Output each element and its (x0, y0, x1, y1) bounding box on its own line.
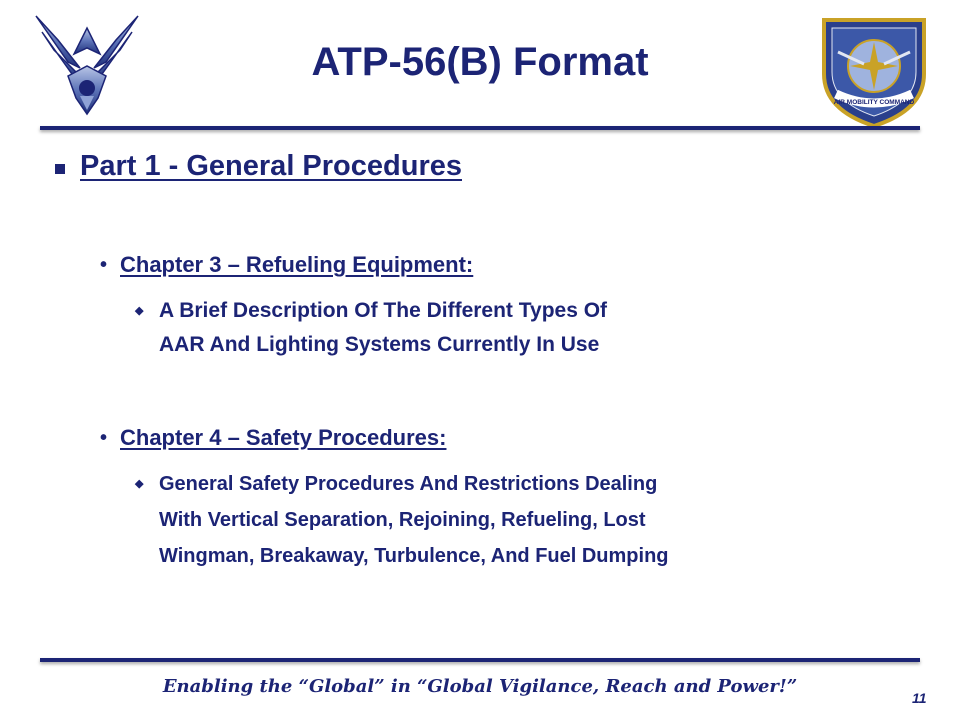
chapter-heading: Chapter 3 – Refueling Equipment: (120, 252, 474, 277)
diamond-bullet-icon: ◆ (135, 478, 144, 490)
square-bullet-icon (55, 164, 65, 174)
emblem-text: AIR MOBILITY COMMAND (833, 99, 915, 106)
air-mobility-command-emblem-icon (818, 12, 930, 130)
dot-bullet-icon: • (100, 254, 108, 276)
page-title: ATP-56(B) Format (311, 40, 649, 84)
dot-bullet-icon: • (100, 427, 108, 449)
footer-slogan: Enabling the “Global” in “Global Vigilance, Reach and Power!” (162, 676, 798, 697)
detail-line: A Brief Description Of The Different Types Of (159, 299, 608, 322)
detail-line: AAR And Lighting Systems Currently In Use (159, 333, 600, 356)
part-heading: Part 1 - General Procedures (80, 150, 462, 182)
page-number: 11 (912, 690, 927, 706)
header-divider (40, 126, 920, 130)
diamond-bullet-icon: ◆ (135, 305, 144, 317)
footer-divider (40, 658, 920, 662)
detail-line: General Safety Procedures And Restrictions Dealing (159, 473, 658, 495)
detail-line: Wingman, Breakaway, Turbulence, And Fuel Dumping (159, 545, 669, 567)
air-force-wings-icon (28, 10, 146, 122)
chapter-heading: Chapter 4 – Safety Procedures: (120, 425, 447, 450)
detail-line: With Vertical Separation, Rejoining, Refueling, Lost (159, 509, 646, 531)
